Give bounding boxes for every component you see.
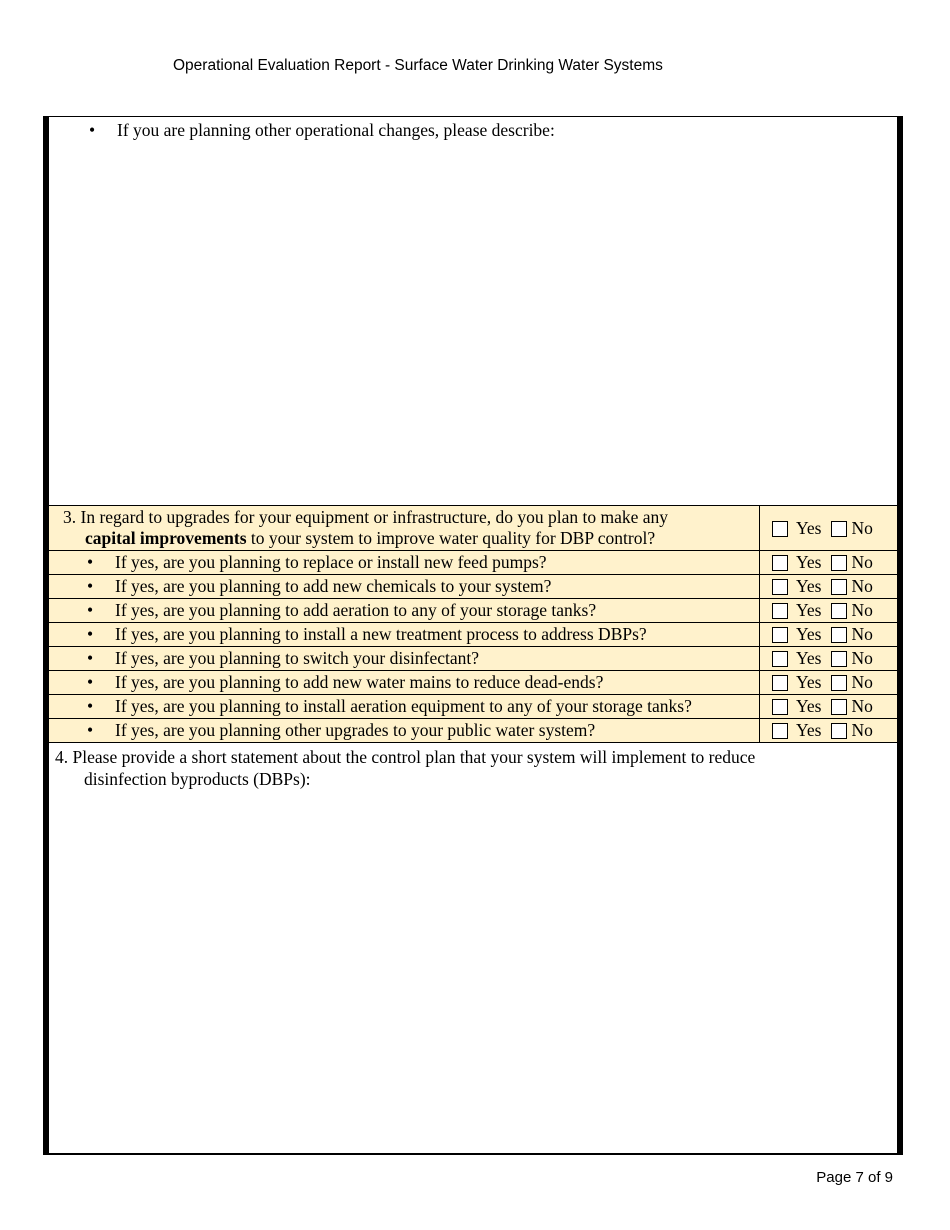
yes-checkbox[interactable] bbox=[772, 651, 788, 667]
control-plan-section[interactable] bbox=[49, 745, 897, 1153]
question-3-text-after: to your system to improve water quality for DBP control? bbox=[246, 528, 656, 548]
table-row bbox=[49, 551, 897, 575]
yes-label: Yes bbox=[796, 696, 822, 716]
no-checkbox[interactable] bbox=[831, 603, 847, 619]
yes-checkbox[interactable] bbox=[772, 699, 788, 715]
question-3-bold: capital improvements bbox=[85, 528, 247, 548]
table-row bbox=[49, 623, 897, 647]
sub-question-label: If yes, are you planning other upgrades to your public water system? bbox=[115, 720, 596, 740]
no-label: No bbox=[851, 720, 873, 740]
sub-question-label: If yes, are you planning to install aeration equipment to any of your storage tanks? bbox=[115, 696, 692, 716]
sub-question-label: If yes, are you planning to add new chemicals to your system? bbox=[115, 576, 552, 596]
sub-question-answer bbox=[760, 719, 898, 743]
sub-question-answer bbox=[760, 551, 898, 575]
no-label: No bbox=[851, 576, 873, 596]
sub-question-text: • If yes, are you planning other upgrades to your public water system? bbox=[49, 719, 760, 743]
yes-checkbox[interactable] bbox=[772, 627, 788, 643]
sub-question-answer bbox=[760, 695, 898, 719]
question-4-line1: 4. Please provide a short statement about the control plan that your system will implement to reduce bbox=[55, 747, 756, 767]
no-checkbox[interactable] bbox=[831, 675, 847, 691]
no-checkbox[interactable] bbox=[831, 627, 847, 643]
yes-checkbox[interactable] bbox=[772, 555, 788, 571]
table-row bbox=[49, 671, 897, 695]
sub-question-label: If yes, are you planning to replace or install new feed pumps? bbox=[115, 552, 547, 572]
sub-question-text: • If yes, are you planning to switch your disinfectant? bbox=[49, 647, 760, 671]
page-header: Operational Evaluation Report - Surface Water Drinking Water Systems bbox=[173, 57, 663, 74]
sub-question-answer bbox=[760, 647, 898, 671]
other-changes-prompt bbox=[89, 120, 555, 141]
question-3-answer bbox=[760, 506, 898, 551]
no-checkbox[interactable] bbox=[831, 579, 847, 595]
question-3-text-before: In regard to upgrades for your equipment or infrastructure, do you plan to make any bbox=[80, 507, 669, 527]
other-changes-section[interactable] bbox=[49, 117, 897, 505]
yes-checkbox[interactable] bbox=[772, 579, 788, 595]
question-3-row bbox=[49, 506, 897, 551]
yes-label: Yes bbox=[796, 672, 822, 692]
q3-no-label: No bbox=[851, 517, 873, 538]
sub-question-text: • If yes, are you planning to add aeration to any of your storage tanks? bbox=[49, 599, 760, 623]
yes-label: Yes bbox=[796, 600, 822, 620]
question-3-text bbox=[49, 506, 760, 551]
sub-question-label: If yes, are you planning to add aeration to any of your storage tanks? bbox=[115, 600, 597, 620]
sub-question-answer bbox=[760, 623, 898, 647]
q3-yes-label: Yes bbox=[796, 517, 822, 538]
no-label: No bbox=[851, 624, 873, 644]
yes-label: Yes bbox=[796, 624, 822, 644]
other-changes-label: If you are planning other operational changes, please describe: bbox=[117, 120, 555, 140]
no-checkbox[interactable] bbox=[831, 723, 847, 739]
q3-yes-checkbox[interactable] bbox=[772, 521, 788, 537]
table-row bbox=[49, 599, 897, 623]
sub-question-label: If yes, are you planning to add new water mains to reduce dead-ends? bbox=[115, 672, 604, 692]
no-label: No bbox=[851, 648, 873, 668]
no-checkbox[interactable] bbox=[831, 651, 847, 667]
form-frame bbox=[43, 116, 903, 1155]
sub-question-answer bbox=[760, 599, 898, 623]
yes-label: Yes bbox=[796, 576, 822, 596]
yes-checkbox[interactable] bbox=[772, 723, 788, 739]
table-row bbox=[49, 647, 897, 671]
no-checkbox[interactable] bbox=[831, 699, 847, 715]
bullet: • bbox=[89, 120, 96, 140]
yes-checkbox[interactable] bbox=[772, 603, 788, 619]
no-label: No bbox=[851, 672, 873, 692]
no-label: No bbox=[851, 600, 873, 620]
sub-question-text: • If yes, are you planning to add new water mains to reduce dead-ends? bbox=[49, 671, 760, 695]
sub-question-answer bbox=[760, 671, 898, 695]
yes-label: Yes bbox=[796, 552, 822, 572]
sub-question-text: • If yes, are you planning to install aeration equipment to any of your storage tanks? bbox=[49, 695, 760, 719]
sub-question-label: If yes, are you planning to switch your disinfectant? bbox=[115, 648, 479, 668]
table-row bbox=[49, 575, 897, 599]
yes-label: Yes bbox=[796, 720, 822, 740]
question-4-line2: disinfection byproducts (DBPs): bbox=[84, 769, 311, 789]
sub-question-answer bbox=[760, 575, 898, 599]
q3-no-checkbox[interactable] bbox=[831, 521, 847, 537]
sub-question-label: If yes, are you planning to install a new treatment process to address DBPs? bbox=[115, 624, 647, 644]
capital-improvements-table bbox=[49, 505, 897, 743]
question-3-number: 3. bbox=[63, 507, 77, 527]
sub-question-text: • If yes, are you planning to add new chemicals to your system? bbox=[49, 575, 760, 599]
page-number: Page 7 of 9 bbox=[816, 1169, 893, 1186]
table-row bbox=[49, 719, 897, 743]
sub-question-text: • If yes, are you planning to replace or install new feed pumps? bbox=[49, 551, 760, 575]
yes-checkbox[interactable] bbox=[772, 675, 788, 691]
table-row bbox=[49, 695, 897, 719]
no-checkbox[interactable] bbox=[831, 555, 847, 571]
yes-label: Yes bbox=[796, 648, 822, 668]
no-label: No bbox=[851, 696, 873, 716]
no-label: No bbox=[851, 552, 873, 572]
sub-question-text: • If yes, are you planning to install a new treatment process to address DBPs? bbox=[49, 623, 760, 647]
